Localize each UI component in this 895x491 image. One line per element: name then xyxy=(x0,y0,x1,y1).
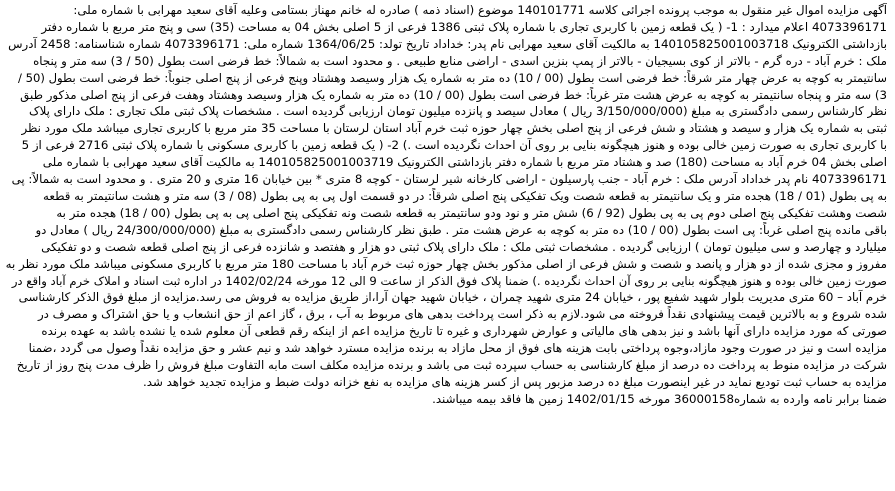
notice-line: میلیارد و چهارصد و سی میلیون تومان ) ارزیابی گردیده . مشخصات ثبتی ملک : ملک دارای پلاک ثبتی دو هزار و هفتصد و شانزده فرعی از پنج اصلی قطعه شصت و دو تفکیکی xyxy=(41,239,887,254)
notice-line: شرکت در مزایده منوط به پرداخت ده درصد از مبلغ کارشناسی به حساب سپرده ثبت می باشد و برنده مزایده مکلف است مابه التفاوت مبلغ فروش را ظرف مدت پنج روز از تاریخ xyxy=(16,358,887,373)
notice-line: شده شروع و به بالاترین قیمت پیشنهادی نقداً فروخته می شود.لازم به ذکر است پرداخت بدهی های مربوط به آب ، برق ، گاز اعم از حق انشعاب و یا حق اشتراک و مصرف در xyxy=(37,307,887,322)
notice-line: با کاربری تجاری به صورت زمین خالی بوده و هنوز هیچگونه بنایی بر روی آن احداث نگردیده است .) 2- ( یک قطعه زمین با کاربری مسکونی با شماره پلاک ثبتی 2716 فرعی از 5 xyxy=(21,138,887,153)
notice-line: شصت وهشت تفکیکی پنج اصلی دوم پی به پی بطول (92 / 6) شش متر و نود ودو سانتیمتر به قطعه شصت ونه تفکیکی پنج اصلی پی به پی بطول (00 / 18) هجده متر به xyxy=(56,205,887,220)
notice-line: بازداشتی الکترونیک 140105825001003718 به مالکیت آقای سعید مهرابی نام پدر: خداداد تاریخ تولد: 1364/06/25 شماره ملی: 4073396171 شماره شناسنامه: 2458 آدرس xyxy=(8,36,887,51)
notice-line: اصلی بخش 04 خرم آباد به مساحت (180) صد و هشتاد متر مربع با شماره دفتر بازداشتی الکترونیک 140105825001003719 به مالکیت آقای سعید مهرابی با شماره ملی xyxy=(42,155,887,170)
notice-line: آگهی مزایده اموال غیر منقول به موجب پرونده اجرائی کلاسه 140101771 موضوع (اسناد ذمه ) صادره له خانم مهناز بستامی وعلیه آقای سعید مهرابی با شماره ملی: xyxy=(73,3,887,17)
notice-line: نظر کارشناس رسمی دادگستری به مبلغ (3/150/000/000 ریال ) معادل سیصد و پانزده میلیون تومان ارزیابی گردیده است . مشخصات پلاک ثبتی ملک تجاری : ملک دارای پلاک xyxy=(29,104,887,119)
notice-line: 4073396171 اعلام میدارد : 1- ( یک قطعه زمین با کاربری تجاری با شماره پلاک ثبتی 1386 فرعی از 5 اصلی بخش 04 به مساحت (35) سی و پنج متر مربع با شماره دفتر xyxy=(41,19,887,34)
notice-line: 3) سه متر و پنجاه سانتیمتر به کوچه به عرض هشت متر غرباً: خط فرضی است بطول (00 / 10) ده متر به شماره یک هزار وسیصد وهشتاد وهفت فرعی از پنج اصلی مذکور طبق xyxy=(20,87,887,102)
notice-line: مزایده به حساب ثبت تودیع نماید در غیر اینصورت مبلغ ده درصد مزبور پس از کسر هزینه های مزایده به نفع خزانه دولت ضبط و مزایده تجدید خواهد شد. xyxy=(143,374,887,389)
notice-line: ضمنا برابر نامه وارده به شماره36000158 مورخه 1402/01/15 زمین ها فاقد بیمه میباشند. xyxy=(432,391,887,406)
notice-line: ملک : خرم آباد - دره گرم - بالاتر از کوی بسیجیان - بالاتر از پمپ بنزین اسدی - اراضی منابع طبیعی . و محدود است به شمالاً: خط فرضی است بطول (50 / 3) سه متر و پنجاه xyxy=(33,53,887,68)
notice-line: خرم آباد – 60 متری مدیریت بلوار شهید شفیع پور ، خیابان 24 متری شهید چمران ، خیابان شهید جهان آرا،از طریق مزایده به فروش می رسد.مزایده از مبلغ فوق الذکر کارشناسی xyxy=(18,290,887,305)
notice-line: سانتیمتر به کوچه به عرض چهار متر شرقاً: خط فرضی است بطول (00 / 10) ده متر به شماره یک هزار وسیصد وهشتاد وپنج فرعی از پنج اصلی جنوباً: خط فرضی است بطول (50 / xyxy=(18,70,887,85)
notice-line: به پی بطول (01 / 18) هجده متر و یک سانتیمتر به قطعه شصت ویک تفکیکی پنج اصلی شرقاً: در دو قسمت اول پی به پی بطول (08 / 3) سه متر و هشت سانتیمتر به قطعه xyxy=(43,188,887,203)
notice-line: مزایده است و نیز در صورت وجود مازاد،وجوه پرداختی بابت هزینه های فوق از محل مازاد به برنده مزایده مسترد خواهد شد و نیم عشر و حق مزایده نقداً وصول می گردد ،ضمنا xyxy=(28,341,887,356)
notice-line: 4073396171 نام پدر خداداد آدرس ملک : خرم آباد - جنب پارسیلون - اراضی کارخانه شیر لرستان - کوچه 8 متری * بین خیابان 16 متری و 20 متری . و محدود است به شمالاً: پی xyxy=(11,172,887,187)
notice-line: صورتی که مورد مزایده دارای آنها باشد و نیز بدهی های مالیاتی و عوارض شهرداری و غیره تا تاریخ مزایده اعم از اینکه رقم قطعی آن معلوم شده یا نشده باشد به عهده برنده xyxy=(41,324,887,339)
notice-line: صورت زمین خالی بوده و هنوز هیچگونه بنایی بر روی آن احداث نگردیده .) ضمنا پلاک فوق الذکر از ساعت 9 الی 12 مورخه 1402/02/24 در اداره ثبت اسناد و املاک خرم آباد واقع در xyxy=(11,273,887,288)
notice-line: باقی مانده پنج اصلی غرباً: پی است بطول (00 / 10) ده متر به کوچه به عرض هشت متر . طبق نظر کارشناس رسمی دادگستری به مبلغ (24/300/000/000 ریال ) معادل دو xyxy=(35,222,887,237)
notice-line: مفروز و مجزی شده از دو هزار و پانصد و شصت و شش فرعی از اصلی مذکور بخش چهار حوزه ثبت خرم آباد با مساحت 180 متر مربع با کاربری مسکونی میباشد ملک مورد نظر به xyxy=(6,256,887,271)
notice-line: ثبتی به شماره یک هزار و سیصد و هشتاد و شش فرعی از پنج اصلی بخش چهار حوزه ثبت خرم آباد استان لرستان با مساحت 35 متر مربع با کاربری تجاری میباشد ملک مورد نظر xyxy=(21,121,887,136)
